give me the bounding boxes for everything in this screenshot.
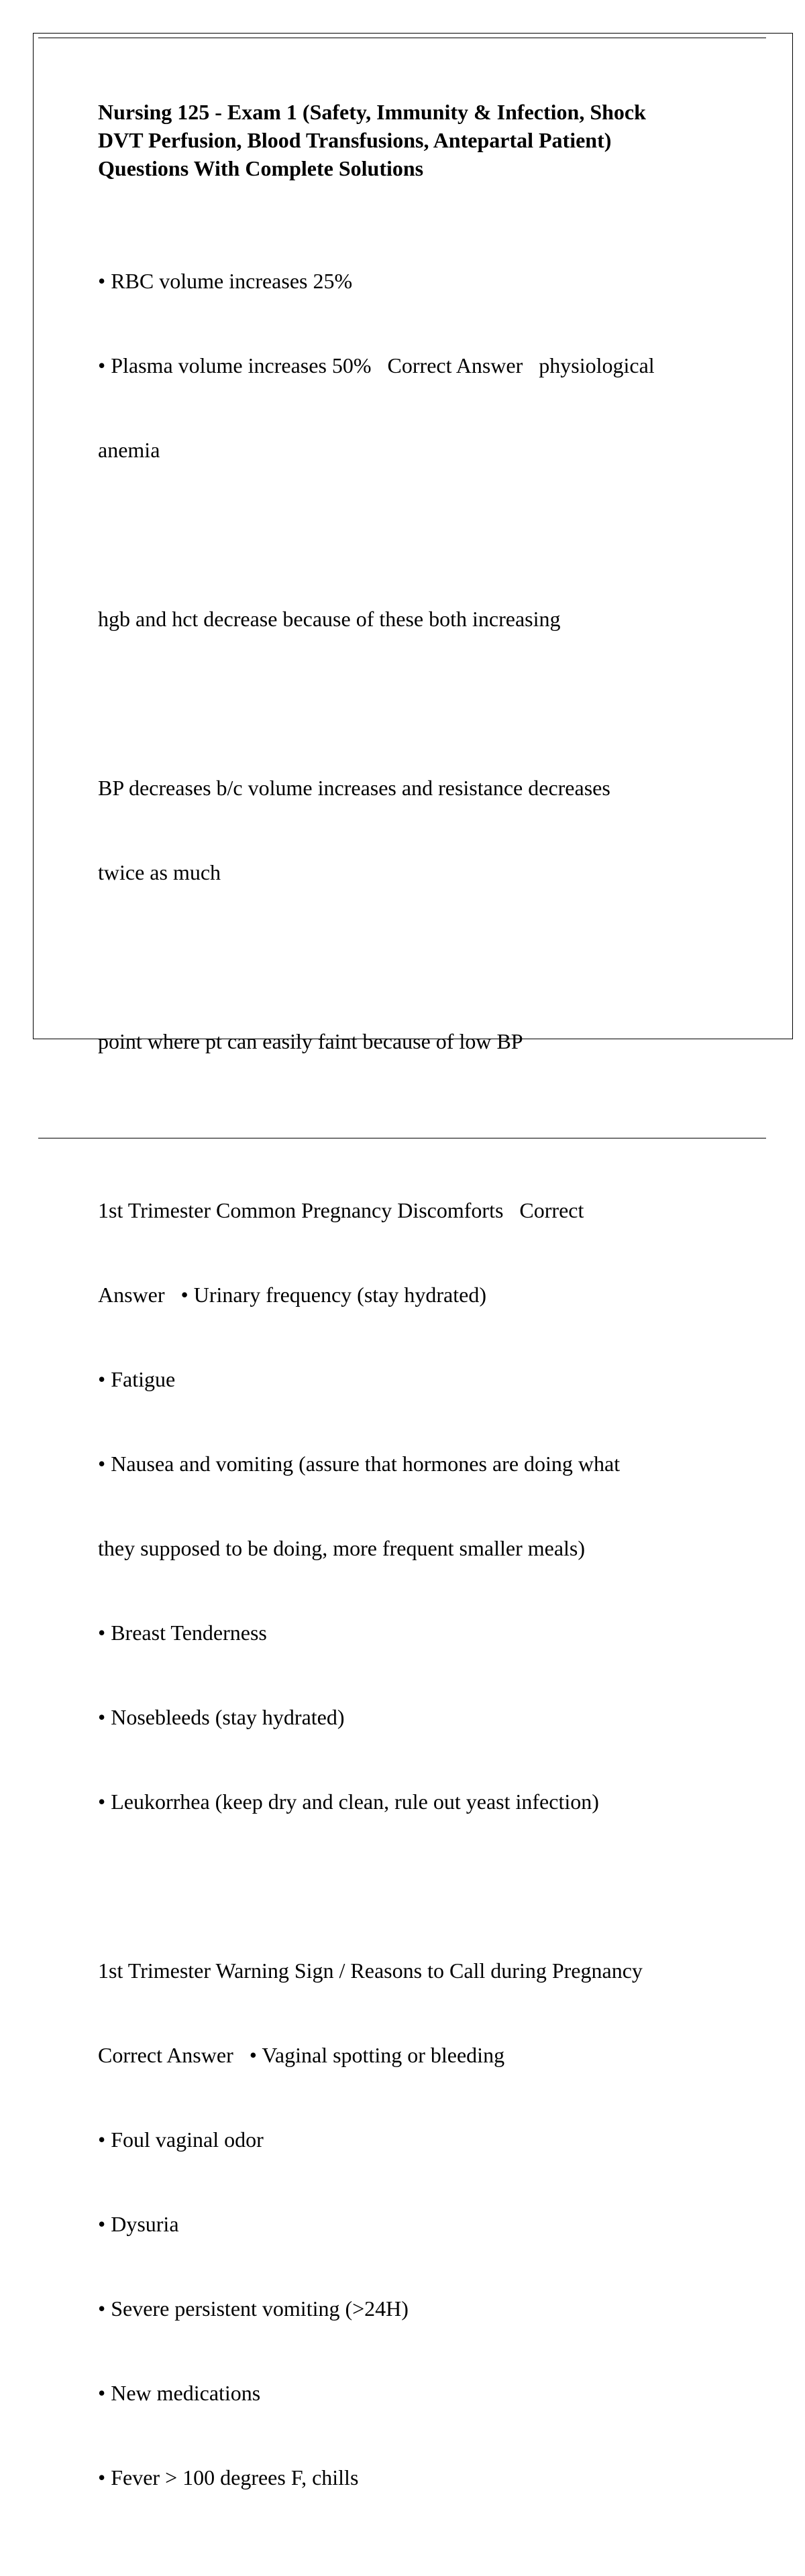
section-hgb-hct <box>98 548 752 689</box>
text-line: twice as much <box>98 860 221 884</box>
text-line: • Leukorrhea (keep dry and clean, rule out yeast infection) <box>98 1790 599 1814</box>
text-line: anemia <box>98 438 160 462</box>
text-line: they supposed to be doing, more frequent smaller meals) <box>98 1536 586 1560</box>
section-discomforts <box>98 1140 752 1872</box>
text-line: Answer • Urinary frequency (stay hydrated) <box>98 1283 486 1307</box>
section-blood-volume <box>98 211 752 520</box>
text-line: • Breast Tenderness <box>98 1621 267 1645</box>
text-line: • Fever > 100 degrees F, chills <box>98 2465 359 2490</box>
text-line: • RBC volume increases 25% <box>98 269 353 293</box>
text-line: • New medications <box>98 2381 261 2405</box>
section-faint <box>98 971 752 1112</box>
text-line: • Plasma volume increases 50% Correct Answer physiological <box>98 353 655 377</box>
section-bp <box>98 717 752 943</box>
document-title: Nursing 125 - Exam 1 (Safety, Immunity & Infection, Shock DVT Perfusion, Blood Transfusions, Antepartal Patient) Questions With Complete Solutions <box>98 100 646 180</box>
section-warning-signs <box>98 1900 752 2548</box>
text-line: • Fatigue <box>98 1367 176 1391</box>
text-line: • Dysuria <box>98 2212 179 2236</box>
text-line: • Nausea and vomiting (assure that hormones are doing what <box>98 1452 621 1476</box>
text-line: 1st Trimester Common Pregnancy Discomforts Correct <box>98 1198 584 1222</box>
text-line: • Nosebleeds (stay hydrated) <box>98 1705 345 1729</box>
text-line: BP decreases b/c volume increases and resistance decreases <box>98 776 610 800</box>
text-line: hgb and hct decrease because of these both increasing <box>98 607 561 631</box>
text-line: • Severe persistent vomiting (>24H) <box>98 2296 409 2321</box>
text-line: • Foul vaginal odor <box>98 2127 264 2152</box>
document-body <box>98 98 752 2576</box>
text-line: Correct Answer • Vaginal spotting or bleeding <box>98 2043 505 2067</box>
text-line: 1st Trimester Warning Sign / Reasons to Call during Pregnancy <box>98 1958 643 1983</box>
text-line: point where pt can easily faint because of low BP <box>98 1029 523 1053</box>
